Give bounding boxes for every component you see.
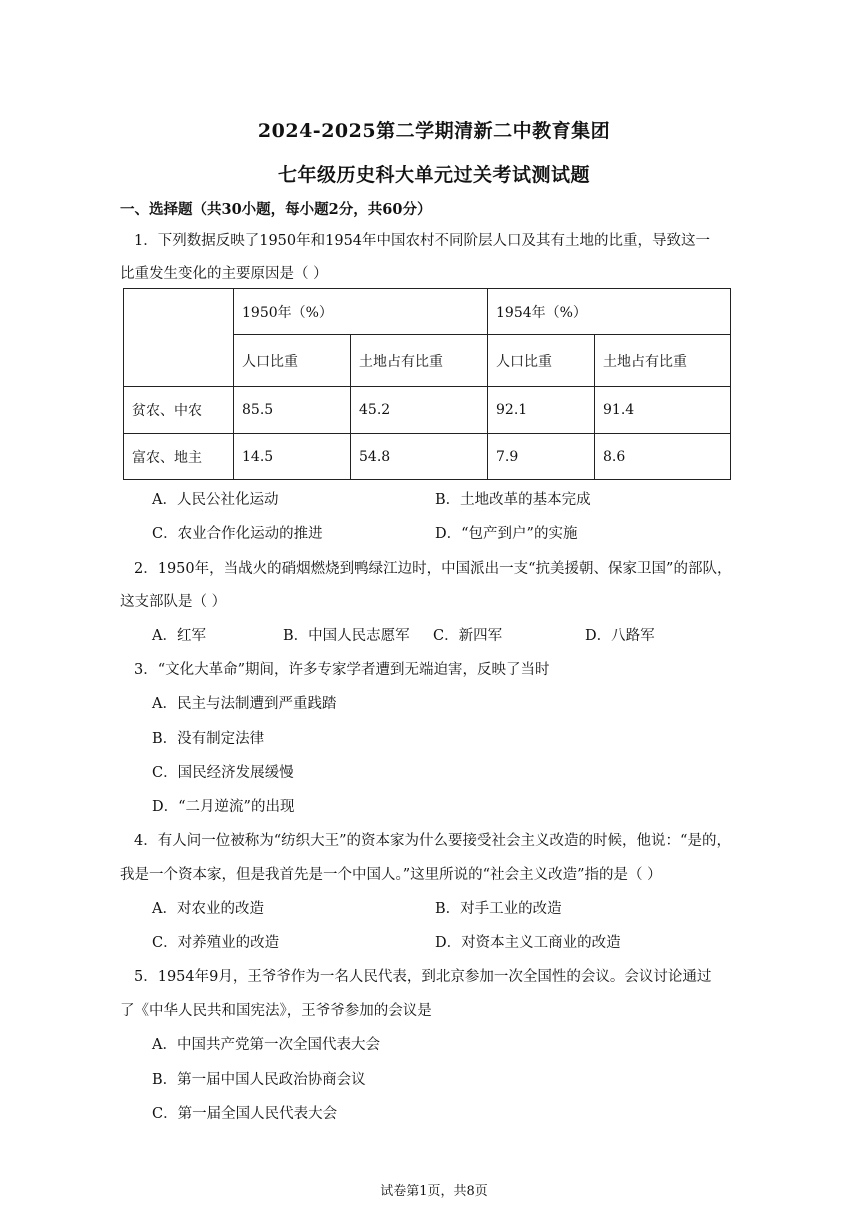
- table-row-label: 富农、地主: [124, 434, 234, 480]
- question-stem-line: 1．下列数据反映了1950年和1954年中国农村不同阶层人口及其有土地的比重，导致这一: [134, 233, 711, 249]
- answer-option-c[interactable]: C．农业合作化运动的推进: [152, 526, 323, 542]
- answer-option-d[interactable]: D．八路军: [585, 628, 655, 644]
- answer-option-a[interactable]: A．民主与法制遭到严重践踏: [152, 696, 337, 712]
- table-corner-cell: [124, 289, 234, 387]
- table-year-header: 1950年（%）: [234, 289, 488, 335]
- table-cell: 91.4: [595, 387, 731, 434]
- table-cell: 8.6: [595, 434, 731, 480]
- page-number: 试卷第1页，共8页: [380, 1184, 488, 1199]
- table-sub-header: 土地占有比重: [351, 335, 488, 387]
- table-cell: 45.2: [351, 387, 488, 434]
- table-cell: 14.5: [234, 434, 351, 480]
- table-row: [124, 387, 731, 434]
- table-cell: 92.1: [488, 387, 595, 434]
- table-cell: 7.9: [488, 434, 595, 480]
- question-stem-line: 4．有人问一位被称为“纺织大王”的资本家为什么要接受社会主义改造的时候，他说：“是的，: [134, 833, 731, 849]
- data-table: [123, 288, 731, 480]
- question-stem-line: 3．“文化大革命”期间，许多专家学者遭到无端迫害，反映了当时: [134, 662, 550, 678]
- exam-title-line1: 2024-2025第二学期清新二中教育集团: [257, 120, 611, 142]
- answer-option-b[interactable]: B．没有制定法律: [152, 731, 265, 747]
- answer-option-d[interactable]: D．“包产到户”的实施: [435, 526, 578, 542]
- table-cell: 54.8: [351, 434, 488, 480]
- answer-option-a[interactable]: A．红军: [152, 628, 206, 644]
- question-stem-line: 比重发生变化的主要原因是（ ）: [120, 266, 328, 282]
- question-stem-line: 这支部队是（ ）: [120, 594, 227, 610]
- answer-option-a[interactable]: A．对农业的改造: [152, 901, 264, 917]
- answer-option-d[interactable]: D．对资本主义工商业的改造: [435, 935, 621, 951]
- answer-option-b[interactable]: B．中国人民志愿军: [283, 628, 410, 644]
- answer-option-c[interactable]: C．对养殖业的改造: [152, 935, 280, 951]
- answer-option-a[interactable]: A．人民公社化运动: [152, 492, 279, 508]
- question-stem-line: 我是一个资本家，但是我首先是一个中国人。”这里所说的“社会主义改造”指的是（ ）: [120, 867, 662, 883]
- answer-option-a[interactable]: A．中国共产党第一次全国代表大会: [152, 1037, 380, 1053]
- table-sub-header: 人口比重: [488, 335, 595, 387]
- answer-option-b[interactable]: B．对手工业的改造: [435, 901, 562, 917]
- table-sub-header: 人口比重: [234, 335, 351, 387]
- table-cell: 85.5: [234, 387, 351, 434]
- table-row: [124, 434, 731, 480]
- table-row-label: 贫农、中农: [124, 387, 234, 434]
- question-stem-line: 5．1954年9月，王爷爷作为一名人民代表，到北京参加一次全国性的会议。会议讨论通过: [134, 969, 712, 985]
- question-stem-line: 2．1950年，当战火的硝烟燃烧到鸭绿江边时，中国派出一支“抗美援朝、保家卫国”的部队，: [134, 561, 732, 577]
- answer-option-d[interactable]: D．“二月逆流”的出现: [152, 799, 295, 815]
- exam-title-line2: 七年级历史科大单元过关考试测试题: [277, 164, 590, 186]
- answer-option-b[interactable]: B．第一届中国人民政治协商会议: [152, 1072, 366, 1088]
- table-year-header: 1954年（%）: [488, 289, 731, 335]
- answer-option-c[interactable]: C．国民经济发展缓慢: [152, 765, 294, 781]
- table-sub-header: 土地占有比重: [595, 335, 731, 387]
- answer-option-c[interactable]: C．新四军: [433, 628, 503, 644]
- section-heading: 一、选择题（共30小题，每小题2分，共60分）: [120, 201, 432, 218]
- answer-option-c[interactable]: C．第一届全国人民代表大会: [152, 1106, 338, 1122]
- question-stem-line: 了《中华人民共和国宪法》，王爷爷参加的会议是: [120, 1003, 432, 1019]
- answer-option-b[interactable]: B．土地改革的基本完成: [435, 492, 591, 508]
